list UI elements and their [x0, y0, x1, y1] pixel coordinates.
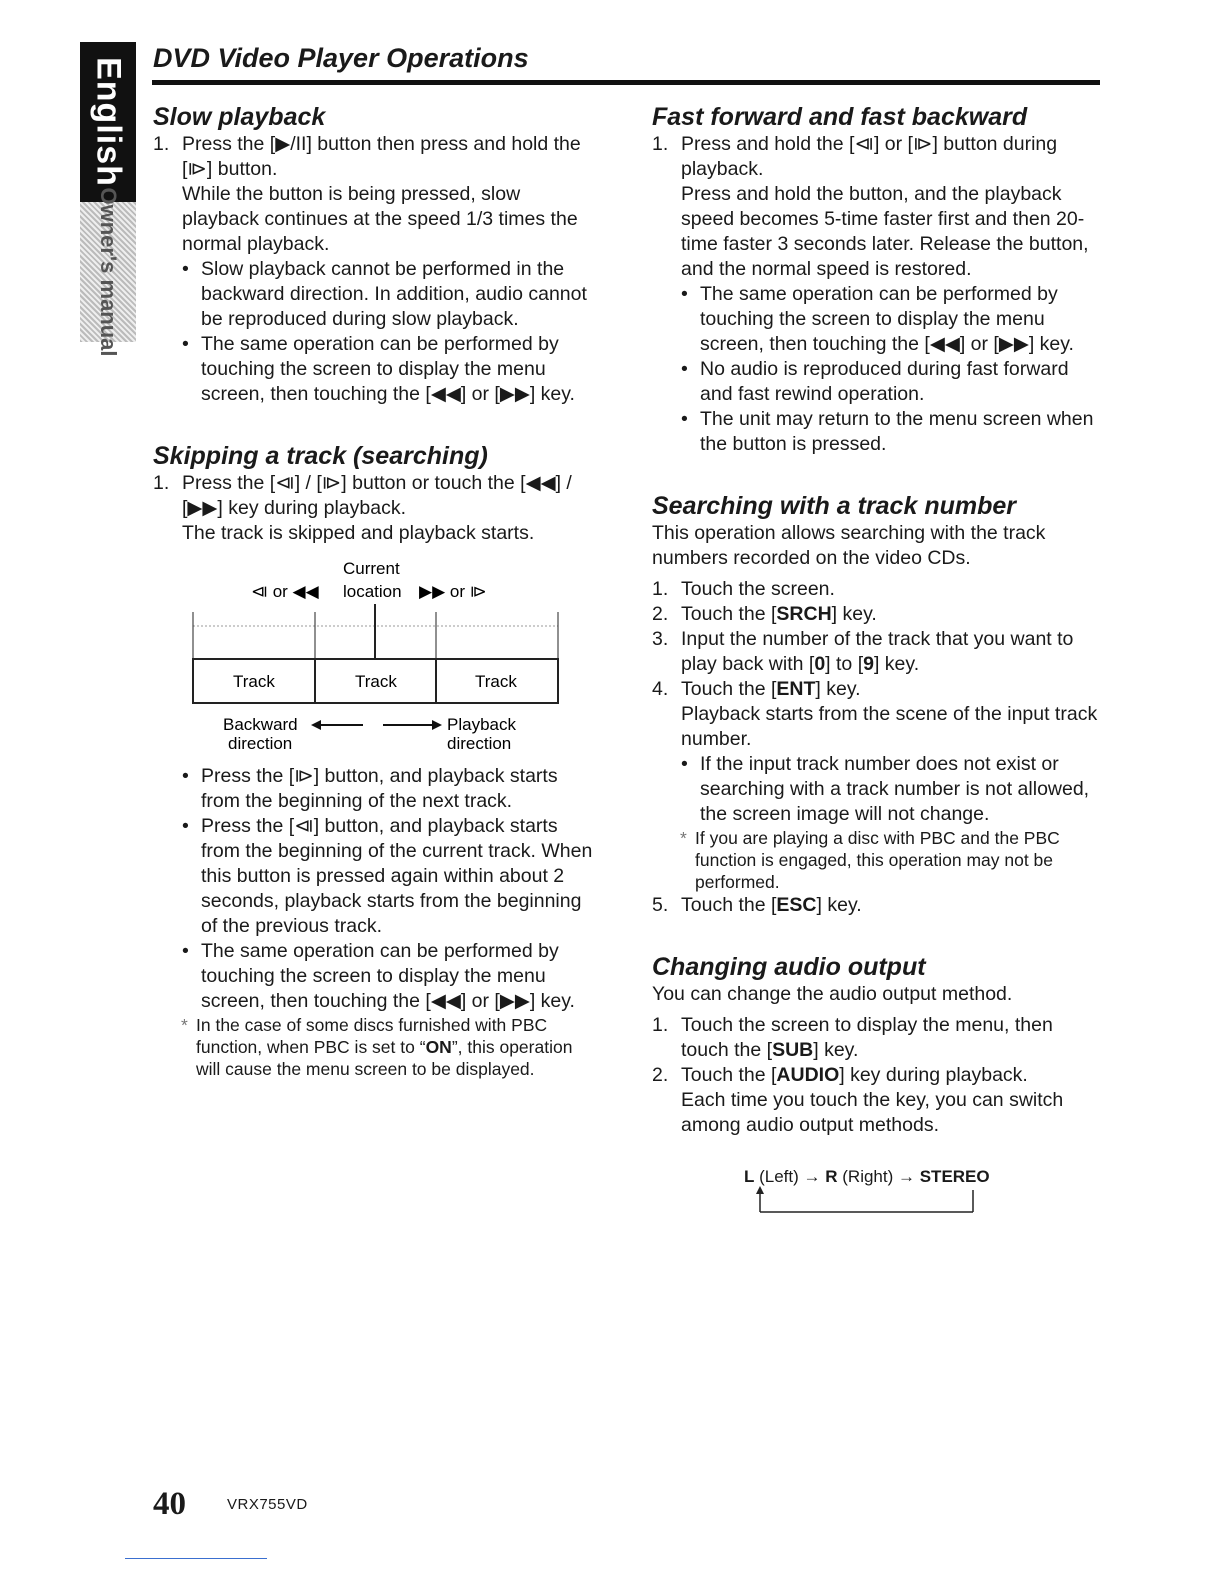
diagram-backward-direction: direction — [228, 734, 293, 753]
audio-sequence-loop — [744, 1184, 1004, 1224]
skip-step-1: 1. Press the [⧏] / [⧐] button or touch the [◀◀] / [▶▶] key during playback. — [153, 472, 572, 519]
search-bullet-1: • If the input track number does not exist or searching with a track number is not allowed, the screen image will not change. — [652, 752, 1100, 827]
search-step-2: 2. Touch the [SRCH] key. — [652, 603, 877, 625]
diagram-backward-arrowhead — [311, 720, 321, 730]
audio-intro: You can change the audio output method. — [652, 983, 1013, 1005]
track-diagram-svg — [153, 554, 601, 754]
diagram-forward-arrowhead — [432, 720, 442, 730]
ff-bullet-1: • The same operation can be performed by touching the screen to display the menu screen, then touching the [◀◀] or [▶▶] key. — [652, 282, 1100, 357]
search-step-4-desc: Playback starts from the scene of the input track number. — [681, 703, 1098, 750]
diagram-track-1: Track — [233, 672, 275, 691]
right-column — [652, 102, 1100, 1234]
slow-step-1: 1. Press the [▶/II] button then press and hold the [⧐] button. — [153, 133, 581, 180]
left-column — [153, 102, 601, 1080]
skip-track-heading: Skipping a track (searching) — [153, 442, 488, 470]
diagram-location-label: location — [343, 582, 402, 601]
manual-tab-label: Owner's manual — [96, 187, 121, 357]
audio-step-2: 2. Touch the [AUDIO] key during playback. — [652, 1064, 1028, 1086]
search-track-heading: Searching with a track number — [652, 492, 1016, 520]
fast-forward-heading: Fast forward and fast backward — [652, 103, 1028, 131]
audio-sequence-text: L (Left) → R (Right) → STEREO — [744, 1167, 990, 1186]
ff-bullet-3: • The unit may return to the menu screen when the button is pressed. — [652, 407, 1100, 457]
search-step-4: 4. Touch the [ENT] key. — [652, 678, 861, 700]
diagram-backward-label: Backward — [223, 715, 298, 734]
manual-tab — [80, 187, 136, 357]
slow-bullet-2: • The same operation can be performed by touching the screen to display the menu screen, then touching the [◀◀] or [▶▶] key. — [153, 332, 601, 407]
page-header-title: DVD Video Player Operations — [153, 43, 529, 73]
page-number: 40 — [153, 1486, 186, 1522]
diagram-right-symbols: ▶▶ or ⧐ — [419, 582, 487, 601]
skip-step-1-desc: The track is skipped and playback starts. — [182, 522, 535, 544]
diagram-track-3: Track — [475, 672, 517, 691]
diagram-current-label: Current — [343, 559, 400, 578]
audio-step-1: 1. Touch the screen to display the menu, then touch the [SUB] key. — [652, 1014, 1053, 1061]
slow-bullet-1: • Slow playback cannot be performed in the backward direction. In addition, audio cannot be reproduced during slow playback. — [153, 257, 601, 332]
search-step-1: 1. Touch the screen. — [652, 578, 835, 600]
audio-step-2-desc: Each time you touch the key, you can switch among audio output methods. — [681, 1089, 1064, 1136]
skip-bullet-3: • The same operation can be performed by touching the screen to display the menu screen, then touching the [◀◀] or [▶▶] key. — [153, 939, 601, 1014]
ff-step-1-desc: Press and hold the button, and the playback speed becomes 5-time faster first and then 20-time faster 3 seconds later. Release the button, and the normal speed is restored. — [681, 183, 1089, 280]
diagram-track-2: Track — [355, 672, 397, 691]
skip-note: * In the case of some discs furnished with PBC function, when PBC is set to “ON”, this operation will cause the menu screen to be displayed. — [153, 1014, 601, 1080]
skip-bullet-2: • Press the [⧏] button, and playback starts from the beginning of the current track. When this button is pressed again within about 2 seconds, playback starts from the beginning of the previous track. — [153, 814, 601, 939]
search-step-5: 5. Touch the [ESC] key. — [652, 894, 862, 916]
model-number: VRX755VD — [227, 1496, 308, 1513]
search-intro: This operation allows searching with the track numbers recorded on the video CDs. — [652, 522, 1046, 569]
ff-bullet-2: • No audio is reproduced during fast forward and fast rewind operation. — [652, 357, 1100, 407]
track-diagram — [153, 554, 601, 754]
search-step-3: 3. Input the number of the track that you want to play back with [0] to [9] key. — [652, 628, 1074, 675]
diagram-left-symbols: ⧏ or ◀◀ — [251, 582, 319, 601]
audio-sequence — [652, 1164, 1100, 1234]
language-tab-label: English — [89, 57, 128, 187]
audio-output-heading: Changing audio output — [652, 953, 926, 981]
diagram-playback-direction: direction — [447, 734, 512, 753]
slow-step-1-desc: While the button is being pressed, slow playback continues at the speed 1/3 times the normal playback. — [182, 183, 578, 255]
ff-step-1: 1. Press and hold the [⧏] or [⧐] button during playback. — [652, 133, 1058, 180]
diagram-playback-label: Playback — [447, 715, 516, 734]
header-rule — [152, 80, 1100, 85]
language-tab — [80, 42, 136, 202]
search-note: * If you are playing a disc with PBC and the PBC function is engaged, this operation may not be performed. — [652, 827, 1100, 893]
bottom-line — [125, 1558, 267, 1559]
slow-playback-heading: Slow playback — [153, 103, 326, 131]
skip-bullet-1: • Press the [⧐] button, and playback starts from the beginning of the next track. — [153, 764, 601, 814]
